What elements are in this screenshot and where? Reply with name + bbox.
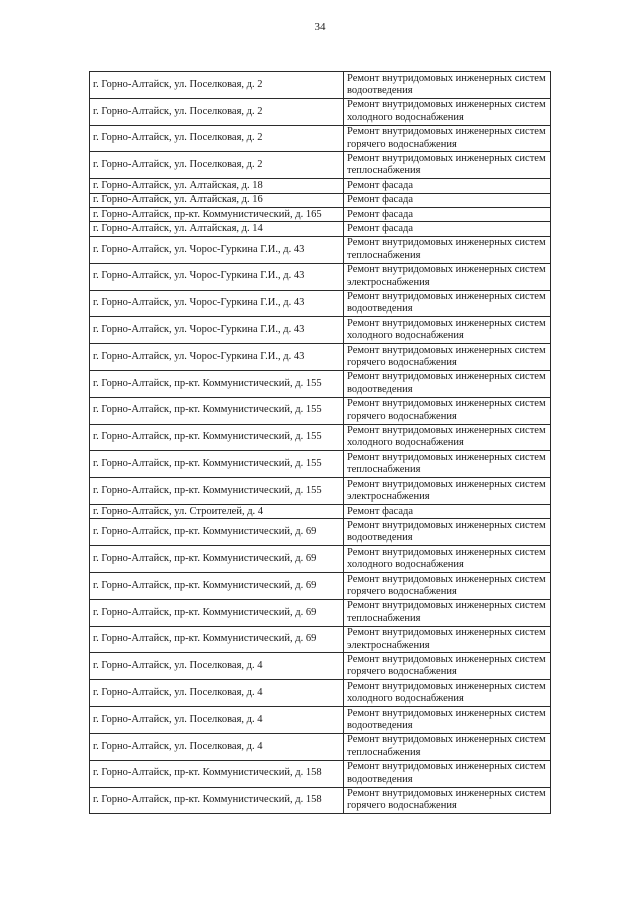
address-cell: г. Горно-Алтайск, пр-кт. Коммунистический, д. 69: [90, 519, 344, 546]
page-number: 34: [314, 21, 326, 33]
table-row: [90, 760, 551, 787]
address-cell: г. Горно-Алтайск, ул. Поселковая, д. 4: [90, 707, 344, 734]
table-row: [90, 208, 551, 222]
table-row: [90, 573, 551, 600]
table-row: [90, 787, 551, 814]
work-cell: Ремонт фасада: [344, 208, 551, 222]
repair-works-table-body: [90, 72, 551, 814]
work-cell: Ремонт внутридомовых инженерных систем холодного водоснабжения: [344, 546, 551, 573]
table-row: [90, 179, 551, 193]
table-row: [90, 193, 551, 207]
table-row: [90, 72, 551, 99]
work-cell: Ремонт внутридомовых инженерных систем теплоснабжения: [344, 236, 551, 263]
table-row: [90, 707, 551, 734]
work-cell: Ремонт внутридомовых инженерных систем холодного водоснабжения: [344, 680, 551, 707]
address-cell: г. Горно-Алтайск, ул. Алтайская, д. 16: [90, 193, 344, 207]
table-row: [90, 98, 551, 125]
table-row: [90, 505, 551, 519]
work-cell: Ремонт внутридомовых инженерных систем водоотведения: [344, 519, 551, 546]
address-cell: г. Горно-Алтайск, пр-кт. Коммунистический, д. 165: [90, 208, 344, 222]
table-row: [90, 370, 551, 397]
work-cell: Ремонт фасада: [344, 222, 551, 236]
table-row: [90, 424, 551, 451]
table-row: [90, 653, 551, 680]
address-cell: г. Горно-Алтайск, ул. Поселковая, д. 2: [90, 152, 344, 179]
work-cell: Ремонт внутридомовых инженерных систем горячего водоснабжения: [344, 653, 551, 680]
work-cell: Ремонт внутридомовых инженерных систем холодного водоснабжения: [344, 317, 551, 344]
work-cell: Ремонт внутридомовых инженерных систем электроснабжения: [344, 263, 551, 290]
address-cell: г. Горно-Алтайск, ул. Алтайская, д. 18: [90, 179, 344, 193]
table-row: [90, 478, 551, 505]
table-row: [90, 263, 551, 290]
work-cell: Ремонт внутридомовых инженерных систем водоотведения: [344, 760, 551, 787]
work-cell: Ремонт внутридомовых инженерных систем горячего водоснабжения: [344, 787, 551, 814]
address-cell: г. Горно-Алтайск, ул. Чорос-Гуркина Г.И., д. 43: [90, 317, 344, 344]
work-cell: Ремонт внутридомовых инженерных систем теплоснабжения: [344, 152, 551, 179]
address-cell: г. Горно-Алтайск, пр-кт. Коммунистический, д. 69: [90, 546, 344, 573]
work-cell: Ремонт внутридомовых инженерных систем водоотведения: [344, 72, 551, 99]
address-cell: г. Горно-Алтайск, ул. Поселковая, д. 2: [90, 72, 344, 99]
work-cell: Ремонт фасада: [344, 193, 551, 207]
address-cell: г. Горно-Алтайск, пр-кт. Коммунистический, д. 158: [90, 787, 344, 814]
address-cell: г. Горно-Алтайск, пр-кт. Коммунистический, д. 155: [90, 397, 344, 424]
repair-works-table: [89, 71, 551, 814]
table-row: [90, 222, 551, 236]
work-cell: Ремонт внутридомовых инженерных систем теплоснабжения: [344, 451, 551, 478]
work-cell: Ремонт внутридомовых инженерных систем водоотведения: [344, 370, 551, 397]
work-cell: Ремонт внутридомовых инженерных систем электроснабжения: [344, 626, 551, 653]
address-cell: г. Горно-Алтайск, пр-кт. Коммунистический, д. 155: [90, 424, 344, 451]
work-cell: Ремонт фасада: [344, 505, 551, 519]
address-cell: г. Горно-Алтайск, пр-кт. Коммунистический, д. 69: [90, 599, 344, 626]
address-cell: г. Горно-Алтайск, ул. Поселковая, д. 2: [90, 98, 344, 125]
address-cell: г. Горно-Алтайск, ул. Поселковая, д. 2: [90, 125, 344, 152]
table-row: [90, 451, 551, 478]
table-row: [90, 236, 551, 263]
table-row: [90, 680, 551, 707]
work-cell: Ремонт внутридомовых инженерных систем теплоснабжения: [344, 733, 551, 760]
work-cell: Ремонт внутридомовых инженерных систем горячего водоснабжения: [344, 573, 551, 600]
work-cell: Ремонт внутридомовых инженерных систем горячего водоснабжения: [344, 125, 551, 152]
table-row: [90, 519, 551, 546]
table-row: [90, 733, 551, 760]
address-cell: г. Горно-Алтайск, ул. Алтайская, д. 14: [90, 222, 344, 236]
table-row: [90, 626, 551, 653]
work-cell: Ремонт внутридомовых инженерных систем водоотведения: [344, 290, 551, 317]
work-cell: Ремонт внутридомовых инженерных систем холодного водоснабжения: [344, 98, 551, 125]
table-row: [90, 397, 551, 424]
table-row: [90, 290, 551, 317]
address-cell: г. Горно-Алтайск, ул. Чорос-Гуркина Г.И., д. 43: [90, 263, 344, 290]
work-cell: Ремонт внутридомовых инженерных систем холодного водоснабжения: [344, 424, 551, 451]
address-cell: г. Горно-Алтайск, ул. Строителей, д. 4: [90, 505, 344, 519]
table-row: [90, 125, 551, 152]
address-cell: г. Горно-Алтайск, пр-кт. Коммунистический, д. 69: [90, 626, 344, 653]
address-cell: г. Горно-Алтайск, пр-кт. Коммунистический, д. 158: [90, 760, 344, 787]
address-cell: г. Горно-Алтайск, ул. Поселковая, д. 4: [90, 653, 344, 680]
address-cell: г. Горно-Алтайск, ул. Чорос-Гуркина Г.И., д. 43: [90, 344, 344, 371]
address-cell: г. Горно-Алтайск, пр-кт. Коммунистический, д. 69: [90, 573, 344, 600]
address-cell: г. Горно-Алтайск, пр-кт. Коммунистический, д. 155: [90, 370, 344, 397]
work-cell: Ремонт внутридомовых инженерных систем горячего водоснабжения: [344, 397, 551, 424]
address-cell: г. Горно-Алтайск, пр-кт. Коммунистический, д. 155: [90, 478, 344, 505]
address-cell: г. Горно-Алтайск, ул. Чорос-Гуркина Г.И., д. 43: [90, 290, 344, 317]
address-cell: г. Горно-Алтайск, ул. Поселковая, д. 4: [90, 733, 344, 760]
address-cell: г. Горно-Алтайск, пр-кт. Коммунистический, д. 155: [90, 451, 344, 478]
work-cell: Ремонт внутридомовых инженерных систем водоотведения: [344, 707, 551, 734]
address-cell: г. Горно-Алтайск, ул. Чорос-Гуркина Г.И., д. 43: [90, 236, 344, 263]
work-cell: Ремонт внутридомовых инженерных систем горячего водоснабжения: [344, 344, 551, 371]
table-row: [90, 599, 551, 626]
address-cell: г. Горно-Алтайск, ул. Поселковая, д. 4: [90, 680, 344, 707]
work-cell: Ремонт фасада: [344, 179, 551, 193]
table-row: [90, 152, 551, 179]
work-cell: Ремонт внутридомовых инженерных систем электроснабжения: [344, 478, 551, 505]
table-row: [90, 546, 551, 573]
table-row: [90, 317, 551, 344]
work-cell: Ремонт внутридомовых инженерных систем теплоснабжения: [344, 599, 551, 626]
table-row: [90, 344, 551, 371]
